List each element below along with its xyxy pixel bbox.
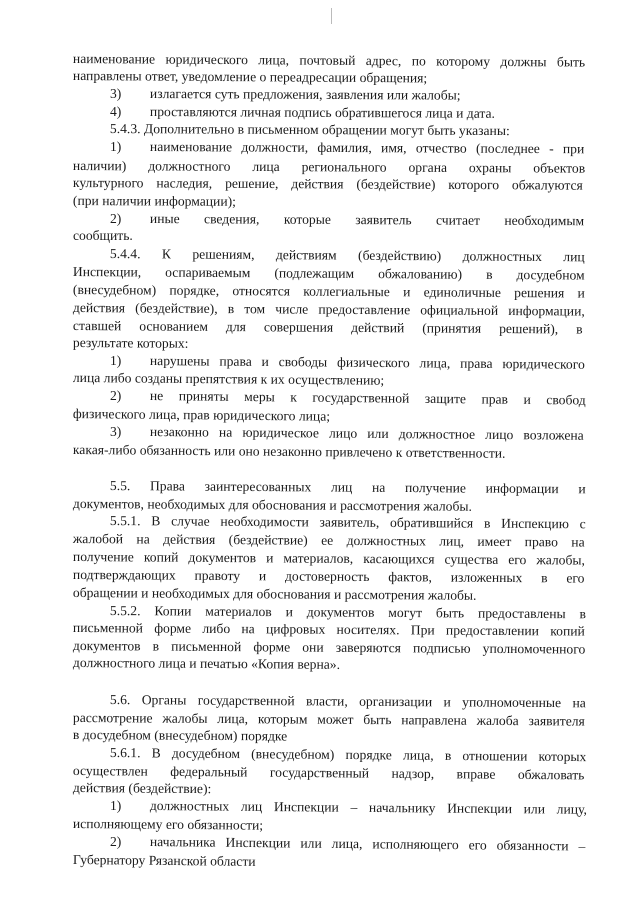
text-line: 2) bbox=[110, 388, 122, 404]
text-line: не приняты меры к государственной защите прав и свобод bbox=[149, 388, 586, 408]
text-line: излагается суть предложения, заявления или жалобы; bbox=[149, 86, 461, 103]
text-line: 1) bbox=[110, 139, 122, 155]
text-line: жалобой на действия (бездействие) ее должностных лиц, имеет право на bbox=[72, 531, 585, 550]
text-line: 5.6. Органы государственной власти, организации и уполномоченные на bbox=[109, 692, 586, 711]
text-line: Губернатору Рязанской области bbox=[72, 851, 256, 869]
text-line: 3) bbox=[110, 86, 122, 102]
text-line: обращении и необходимых для обоснования и рассмотрения жалобы. bbox=[72, 584, 477, 603]
text-line: письменной форме либо на цифровых носителях. При предоставлении копий bbox=[72, 620, 585, 639]
text-line: 1) bbox=[110, 353, 122, 369]
text-line: направлены ответ, уведомление о переадресации обращения; bbox=[72, 67, 428, 86]
text-line: (внесудебном) порядке, относятся коллегиальные и единоличные решения и bbox=[72, 281, 585, 301]
text-line: какая-либо обязанность или оно незаконно привлечено к ответственности. bbox=[72, 441, 506, 461]
text-line: действия (бездействие), в том числе предоставление официальной информации, bbox=[72, 299, 585, 319]
text-line: культурного наследия, решение, действия (бездействие) которого обжалуются bbox=[72, 174, 583, 193]
text-line: подтверждающих правоту и достоверность фактов, изложенных в его bbox=[72, 566, 585, 586]
text-line: проставляются личная подпись обратившегося лица и дата. bbox=[149, 104, 496, 121]
text-line: действия (бездействие): bbox=[72, 780, 212, 797]
text-line: 1) bbox=[110, 798, 122, 814]
text-line: нарушены права и свободы физического лица, права юридического bbox=[149, 353, 585, 372]
text-line: физического лица, прав юридического лица; bbox=[72, 406, 331, 425]
text-line: документов, необходимых для обоснования и рассмотрения жалобы. bbox=[72, 496, 473, 514]
text-line: 4) bbox=[110, 104, 122, 120]
scan-mark bbox=[331, 8, 332, 24]
text-line: документов в письменной форме они заверяются подписью уполномоченного bbox=[72, 638, 586, 657]
text-line: наименование юридического лица, почтовый адрес, по которому должны быть bbox=[72, 50, 586, 70]
text-line: должностных лиц Инспекции – начальнику Инспекции или лицу, bbox=[149, 798, 587, 818]
text-line: незаконно на юридическое лицо или должностное лицо возложена bbox=[149, 423, 584, 443]
text-line: ставшей основанием для совершения действий (принятия решений), в bbox=[72, 317, 583, 337]
text-line: осуществлен федеральный государственный надзор, вправе обжаловать bbox=[72, 763, 585, 783]
text-line: 5.6.1. В досудебном (внесудебном) порядке лица, в отношении которых bbox=[109, 744, 587, 765]
text-line: начальника Инспекции или лица, исполняющего его обязанности – bbox=[149, 833, 586, 854]
text-line: наличии) должностного лица регионального органа охраны объектов bbox=[72, 157, 586, 176]
text-line: в досудебном (внесудебном) порядке bbox=[72, 726, 288, 744]
text-line: 5.5.2. Копии материалов и документов могут быть предоставлены в bbox=[109, 602, 587, 622]
text-line: получение копий документов и материалов, касающихся существа его жалобы, bbox=[72, 548, 586, 568]
text-line: 2) bbox=[110, 210, 122, 226]
text-line: 2) bbox=[110, 833, 122, 849]
text-line: лица либо созданы препятствия к их осуществлению; bbox=[72, 370, 385, 388]
text-line: рассмотрение жалобы лица, которым может быть направлена жалоба заявителя bbox=[72, 709, 585, 729]
text-line: должностного лица и печатью «Копия верна». bbox=[72, 655, 341, 673]
text-line: наименование должности, фамилия, имя, отчество (последнее - при bbox=[149, 139, 585, 157]
text-line: Инспекции, оспариваемым (подлежащим обжалованию) в досудебном bbox=[72, 264, 585, 283]
text-line: 5.4.4. К решениям, действиям (бездействию) должностных лиц bbox=[109, 246, 585, 265]
text-line: 5.5.1. В случае необходимости заявитель, обратившийся в Инспекцию с bbox=[109, 513, 586, 532]
text-line: сообщить. bbox=[73, 228, 133, 244]
text-line: (при наличии информации); bbox=[72, 192, 236, 209]
text-line: результате которых: bbox=[72, 334, 189, 351]
text-line: 3) bbox=[110, 423, 122, 439]
text-line: 5.4.3. Дополнительно в письменном обращении могут быть указаны: bbox=[109, 121, 510, 139]
text-line: иные сведения, которые заявитель считает необходимым bbox=[149, 210, 585, 229]
text-line: исполняющему его обязанности; bbox=[72, 815, 264, 833]
text-line: 5.5. Права заинтересованных лиц на получение информации и bbox=[109, 477, 586, 497]
